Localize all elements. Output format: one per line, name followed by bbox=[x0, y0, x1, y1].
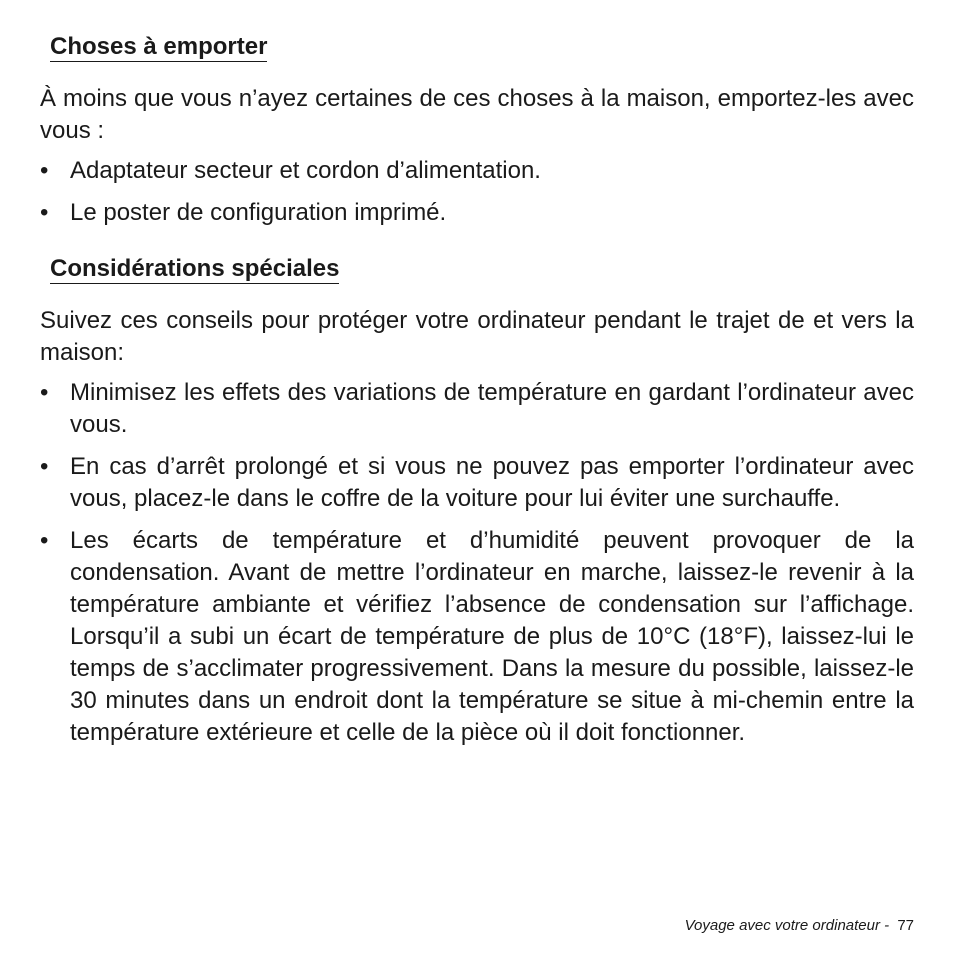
list-item bbox=[40, 525, 914, 749]
list-item bbox=[40, 451, 914, 515]
things-to-bring-list bbox=[40, 155, 541, 239]
list-item-text: Minimisez les effets des variations de température en gardant l’ordinateur avec vous. bbox=[70, 379, 914, 438]
list-item bbox=[40, 155, 541, 187]
bullet-icon: • bbox=[40, 379, 49, 406]
section-heading-special-considerations bbox=[40, 254, 339, 284]
bullet-icon: • bbox=[40, 527, 49, 554]
section-intro-paragraph: Suivez ces conseils pour protéger votre ordinateur pendant le trajet de et vers la maison: bbox=[40, 307, 914, 366]
bullet-icon: • bbox=[40, 157, 49, 184]
page-footer bbox=[685, 917, 914, 934]
page-number: 77 bbox=[897, 917, 914, 934]
list-item-text: En cas d’arrêt prolongé et si vous ne pouvez pas emporter l’ordinateur avec vous, placez-le dans le coffre de la voiture pour lui éviter une surchauffe. bbox=[70, 453, 914, 512]
list-item-text: Le poster de configuration imprimé. bbox=[70, 199, 447, 226]
section-intro-paragraph: À moins que vous n’ayez certaines de ces choses à la maison, emportez-les avec vous : bbox=[40, 85, 914, 144]
section-heading-text: Considérations spéciales bbox=[50, 255, 340, 282]
list-item-text: Adaptateur secteur et cordon d’alimentation. bbox=[70, 157, 541, 184]
list-item bbox=[40, 377, 914, 441]
bullet-icon: • bbox=[40, 453, 49, 480]
list-item-text: Les écarts de température et d’humidité peuvent provoquer de la condensation. Avant de mettre l’ordinateur en marche, laissez-le revenir à la température ambiante et vérifiez l’absence de condensation sur l’affichage. Lorsqu’il a subi un écart de température de plus de 10°C (18°F), laissez-lui le temps de s’acclimater progressivement. Dans la mesure du possible, laissez-le 30 minutes dans un endroit dont la température se situe à mi-chemin entre la température extérieure et celle de la pièce où il doit fonctionner. bbox=[70, 527, 914, 746]
section-heading-text: Choses à emporter bbox=[50, 33, 268, 60]
section-heading-things-to-bring bbox=[40, 32, 267, 62]
list-item bbox=[40, 197, 541, 229]
bullet-icon: • bbox=[40, 199, 49, 226]
footer-chapter-title: Voyage avec votre ordinateur - bbox=[684, 917, 890, 934]
special-considerations-list bbox=[40, 377, 914, 759]
